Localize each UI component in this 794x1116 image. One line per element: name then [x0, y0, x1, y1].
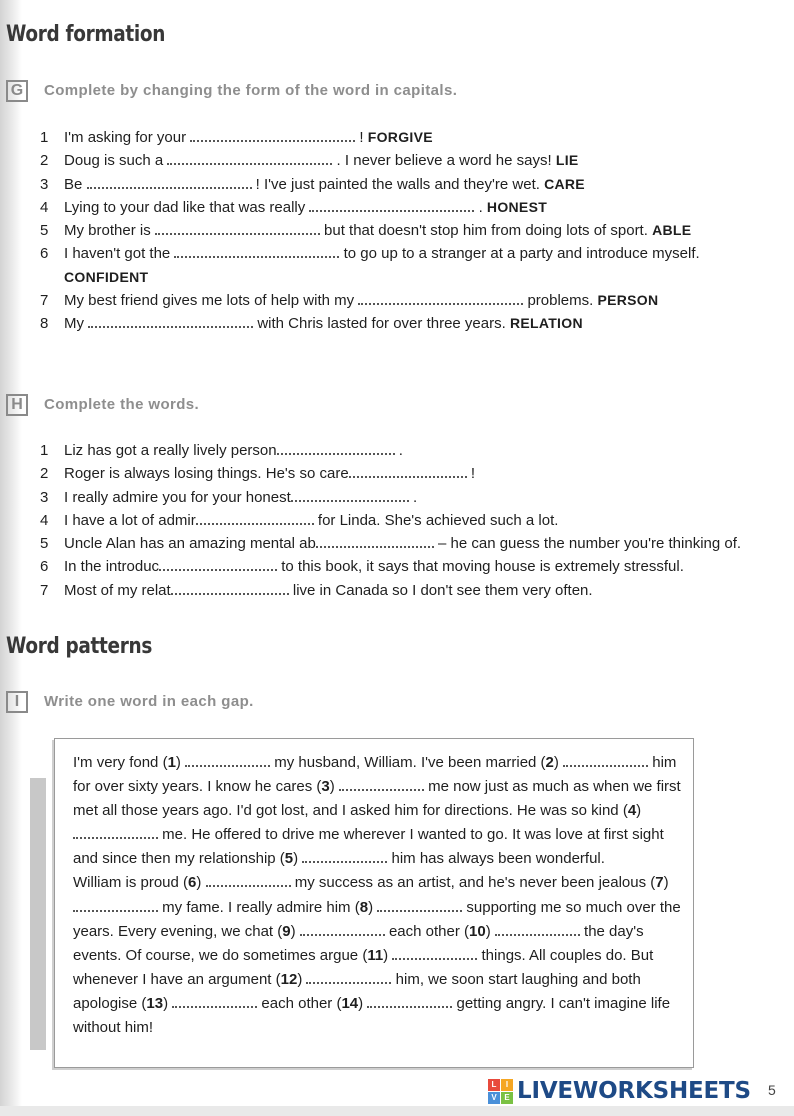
- item-text-after: but that doesn't stop him from doing lots of sport.: [319, 222, 653, 240]
- item-text-before: In the introduc: [64, 558, 160, 576]
- gap-number: 5: [284, 850, 294, 868]
- item-text-after: !: [355, 129, 368, 146]
- gap-number: 11: [367, 946, 384, 964]
- item-number: 5: [40, 535, 49, 553]
- item-number: 3: [40, 175, 49, 193]
- text-segment: getting angry. I can't imagine life without him!: [73, 994, 671, 1037]
- text-segment: him, we soon start laughing and both apologise: [73, 970, 641, 1012]
- gap-number: 9: [282, 922, 291, 940]
- item-text-after: .: [474, 198, 487, 216]
- list-item: [40, 509, 760, 532]
- answer-gap[interactable]: [167, 155, 332, 165]
- exercise-g-letter: G: [6, 80, 28, 102]
- list-item: [40, 555, 760, 578]
- gap-number: 8: [359, 898, 369, 916]
- answer-gap[interactable]: [206, 877, 291, 887]
- answer-gap[interactable]: [495, 926, 580, 936]
- item-number: 1: [40, 442, 49, 459]
- section-title-word-patterns: Word patterns: [6, 634, 153, 659]
- item-text-before: Roger is always losing things. He's so care: [64, 465, 349, 483]
- capital-word: CARE: [544, 175, 585, 192]
- item-number: 7: [40, 292, 49, 310]
- list-item: [40, 149, 700, 172]
- item-text-after: to go up to a stranger at a party and introduce myself.: [339, 245, 700, 263]
- item-text-before: Doug is such a: [64, 152, 168, 170]
- gap-group: (9): [277, 923, 385, 940]
- item-number: 2: [40, 465, 49, 483]
- exercise-g-instruction: Complete by changing the form of the word in capitals.: [44, 82, 458, 99]
- item-text-before: Most of my relat: [64, 581, 171, 599]
- capital-word: RELATION: [509, 315, 583, 332]
- gap-group: (10): [464, 923, 580, 940]
- gap-number: 14: [341, 994, 359, 1012]
- answer-gap[interactable]: [73, 902, 158, 912]
- exercise-g-list: [40, 126, 700, 336]
- answer-gap[interactable]: [367, 998, 452, 1008]
- text-segment: supporting me so much over the years. Every evening, we chat: [73, 898, 681, 940]
- gap-group: (4): [73, 802, 641, 843]
- answer-gap[interactable]: [88, 318, 253, 328]
- item-number: 1: [40, 129, 49, 146]
- capital-word: PERSON: [597, 292, 659, 309]
- answer-gap[interactable]: [87, 179, 252, 189]
- list-item: [40, 173, 700, 196]
- list-item: [40, 219, 700, 242]
- item-number: 7: [40, 581, 49, 599]
- item-text-before: I have a lot of admir: [64, 511, 196, 529]
- list-item: [40, 126, 700, 149]
- bottom-strip: [0, 1106, 794, 1116]
- text-segment: William is proud: [73, 874, 184, 892]
- gap-group: (12): [276, 971, 392, 988]
- exercise-i-letter: I: [6, 691, 28, 713]
- answer-gap[interactable]: [339, 781, 424, 791]
- text-segment: each other: [257, 994, 337, 1012]
- list-item: [40, 579, 760, 602]
- gap-number: 1: [167, 754, 176, 771]
- item-text-before: I'm asking for your: [64, 129, 191, 146]
- capital-word: ABLE: [652, 222, 692, 239]
- list-item: [40, 486, 760, 509]
- gap-number: 7: [655, 874, 664, 892]
- answer-gap[interactable]: [392, 950, 477, 960]
- gap-number: 12: [280, 970, 298, 988]
- exercise-h-instruction: Complete the words.: [44, 396, 200, 413]
- answer-gap[interactable]: [172, 998, 257, 1008]
- list-item: [40, 242, 700, 289]
- text-segment: the day's events. Of course, we do sometimes argue: [73, 922, 644, 964]
- exercise-i-paragraph: [73, 751, 685, 1040]
- item-number: 6: [40, 558, 49, 576]
- logo-mark-icon: [488, 1079, 513, 1104]
- item-number: 4: [40, 198, 49, 216]
- item-text-after: .: [394, 442, 403, 459]
- item-text-after: – he can guess the number you're thinking of.: [433, 535, 742, 553]
- exercise-i-instruction: Write one word in each gap.: [44, 693, 254, 710]
- answer-gap[interactable]: [309, 202, 474, 212]
- item-text-after: with Chris lasted for over three years.: [253, 315, 510, 333]
- list-item: [40, 532, 760, 555]
- text-segment: him for over sixty years. I know he cares: [73, 754, 677, 796]
- answer-gap[interactable]: [377, 902, 462, 912]
- list-item: [40, 312, 700, 335]
- logo-square: V: [488, 1092, 500, 1104]
- item-text-before: Lying to your dad like that was really: [64, 198, 310, 216]
- item-number: 2: [40, 152, 49, 170]
- item-text-after: .: [408, 488, 418, 506]
- gap-group: (7): [73, 874, 669, 915]
- text-segment: my success as an artist, and he's never been jealous: [290, 874, 651, 892]
- text-box-shadow: [30, 778, 46, 1050]
- gap-group: (1): [163, 754, 271, 771]
- item-text-after: for Linda. She's achieved such a lot.: [313, 511, 559, 529]
- gap-number: 3: [321, 778, 330, 796]
- section-title-word-formation: Word formation: [6, 22, 166, 47]
- item-text-after: to this book, it says that moving house is extremely stressful.: [277, 558, 684, 576]
- gap-number: 4: [627, 802, 637, 820]
- capital-word: CONFIDENT: [64, 268, 149, 285]
- item-text-before: I really admire you for your honest: [64, 488, 291, 506]
- liveworksheets-logo: [488, 1077, 751, 1105]
- gap-group: (11): [362, 947, 477, 964]
- text-segment: me. He offered to drive me wherever I wanted to go. It was love at first sight and since then my relationship: [73, 826, 664, 868]
- list-item: [40, 196, 700, 219]
- answer-gap[interactable]: [306, 974, 391, 984]
- item-number: 3: [40, 488, 49, 506]
- answer-gap[interactable]: [316, 538, 434, 548]
- gap-group: (14): [336, 995, 452, 1012]
- text-paragraph: [73, 871, 685, 1040]
- answer-gap[interactable]: [349, 468, 467, 478]
- item-number: 8: [40, 315, 49, 333]
- gap-group: (8): [355, 899, 463, 916]
- item-text-before: I haven't got the: [64, 245, 175, 263]
- item-text-before: My: [64, 315, 89, 333]
- text-segment: my husband, William. I've been married: [270, 754, 541, 771]
- gap-group: (13): [141, 995, 257, 1012]
- item-number: 4: [40, 511, 49, 529]
- item-text-before: My best friend gives me lots of help with my: [64, 292, 359, 310]
- capital-word: FORGIVE: [367, 129, 433, 145]
- item-text-before: Be: [64, 175, 87, 193]
- exercise-h-letter: H: [6, 394, 28, 416]
- text-segment: each other: [384, 922, 464, 940]
- gap-group: (5): [280, 850, 388, 867]
- exercise-i-text-box: [54, 738, 694, 1068]
- gap-number: 6: [188, 874, 197, 892]
- answer-gap[interactable]: [159, 561, 277, 571]
- item-text-after: ! I've just painted the walls and they're wet.: [251, 175, 545, 193]
- gap-group: (3): [316, 778, 424, 795]
- capital-word: HONEST: [486, 198, 548, 215]
- answer-gap[interactable]: [302, 853, 387, 863]
- capital-word: LIE: [555, 152, 579, 169]
- gap-number: 13: [146, 994, 164, 1012]
- answer-gap[interactable]: [196, 515, 314, 525]
- item-text-after: problems.: [523, 292, 598, 310]
- answer-gap[interactable]: [73, 829, 158, 839]
- item-text-after: live in Canada so I don't see them very often.: [288, 581, 593, 599]
- answer-gap[interactable]: [190, 132, 355, 142]
- logo-square: L: [488, 1079, 500, 1091]
- logo-text: LIVEWORKSHEETS: [517, 1078, 751, 1104]
- answer-gap[interactable]: [563, 757, 648, 767]
- answer-gap[interactable]: [185, 757, 270, 767]
- gap-group: (2): [541, 754, 649, 771]
- exercise-h-list: [40, 439, 760, 602]
- page-spine-shadow: [0, 0, 22, 1116]
- text-paragraph: [73, 751, 685, 871]
- answer-gap[interactable]: [277, 445, 395, 455]
- text-segment: things. All couples do. But whenever I have an argument: [73, 946, 654, 988]
- answer-gap[interactable]: [300, 926, 385, 936]
- text-segment: him has always been wonderful.: [387, 850, 605, 868]
- item-text-before: Uncle Alan has an amazing mental ab: [64, 535, 316, 553]
- answer-gap[interactable]: [171, 585, 289, 595]
- list-item: [40, 439, 760, 462]
- item-text-before: My brother is: [64, 222, 155, 240]
- list-item: [40, 462, 760, 485]
- item-number: 5: [40, 222, 49, 240]
- text-segment: my fame. I really admire him: [158, 898, 355, 916]
- text-segment: I'm very fond: [73, 754, 163, 771]
- text-segment: me now just as much as when we first met all those years ago. I'd got lost, and I asked him for directions. He was so kind: [73, 778, 681, 820]
- answer-gap[interactable]: [155, 225, 320, 235]
- item-text-after: . I never believe a word he says!: [332, 152, 556, 170]
- answer-gap[interactable]: [358, 295, 523, 305]
- page-number: 5: [768, 1082, 776, 1098]
- answer-gap[interactable]: [174, 248, 339, 258]
- item-number: 6: [40, 245, 49, 263]
- gap-group: (6): [183, 874, 291, 891]
- list-item: [40, 289, 700, 312]
- gap-number: 2: [545, 754, 554, 771]
- gap-number: 10: [469, 922, 486, 940]
- item-text-before: Liz has got a really lively person: [64, 442, 277, 459]
- logo-square: I: [501, 1079, 513, 1091]
- item-text-after: !: [466, 465, 475, 483]
- logo-square: E: [501, 1092, 513, 1104]
- answer-gap[interactable]: [291, 492, 409, 502]
